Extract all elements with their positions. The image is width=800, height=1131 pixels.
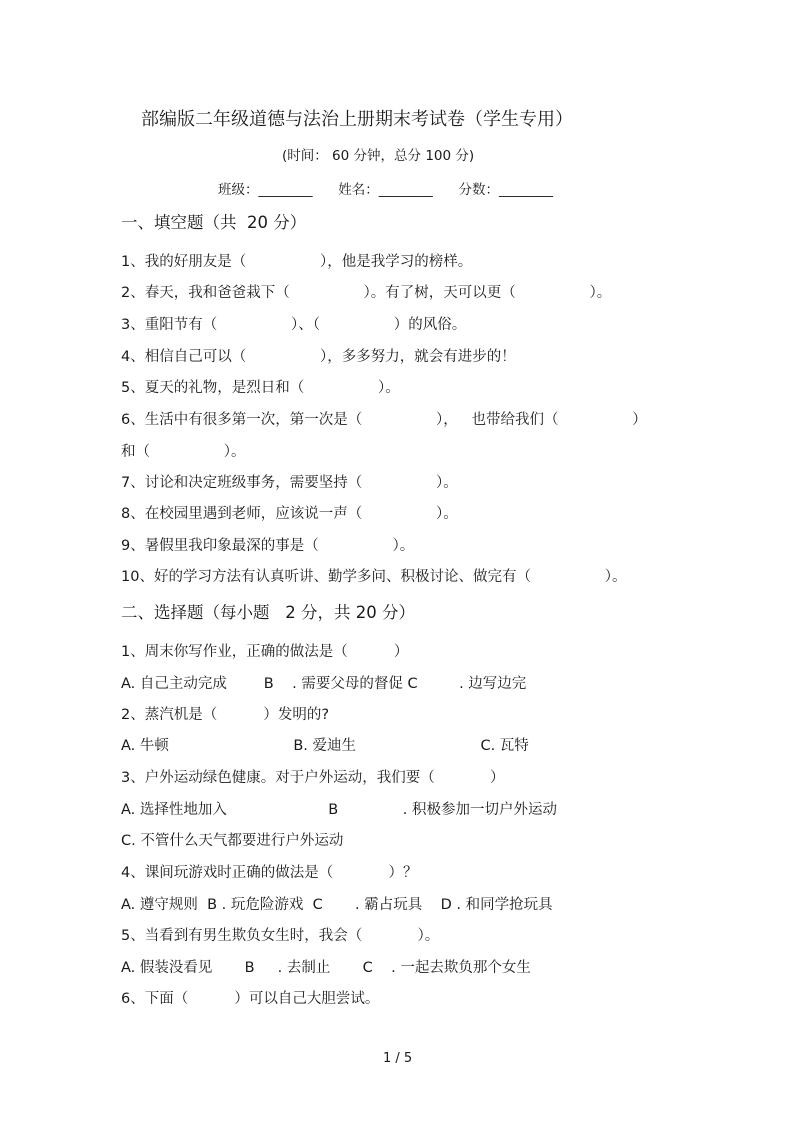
question-line: 4、相信自己可以（ ），多多努力，就会有进步的！ <box>121 349 516 365</box>
question-line: 3、重阳节有（ ）、（ ）的风俗。 <box>121 317 467 333</box>
question-line: 7、讨论和决定班级事务，需要坚持（ ）。 <box>121 475 458 491</box>
question-line: 1、周末你写作业，正确的做法是（ ） <box>121 644 409 660</box>
question-line: 10、好的学习方法有认真听讲、勤学多问、积极讨论、做完有（ ）。 <box>121 569 627 585</box>
question-line: 2、蒸汽机是（ ）发明的? <box>121 707 330 723</box>
question-line: 和（ ）。 <box>121 444 246 460</box>
question-line: 5、夏天的礼物，是烈日和（ ）。 <box>121 380 400 396</box>
section-heading-multiple-choice: 二、选择题（每小题 2 分，共 20 分） <box>121 603 415 622</box>
options-line: A. 遵守规则 B . 玩危险游戏 C . 霸占玩具 D . 和同学抢玩具 <box>121 897 553 913</box>
options-line: A. 自己主动完成 B . 需要父母的督促 C . 边写边完 <box>121 676 527 692</box>
section-heading-fill-blank: 一、填空题（共 20 分） <box>121 213 307 232</box>
question-line: 1、我的好朋友是（ ），他是我学习的榜样。 <box>121 254 473 270</box>
exam-subtitle: (时间： 60 分钟，总分 100 分) <box>282 148 475 164</box>
question-line: 4、课间玩游戏时正确的做法是（ ）？ <box>121 865 418 881</box>
options-line: A. 假装没看见 B . 去制止 C . 一起去欺负那个女生 <box>121 960 531 976</box>
question-line: 8、在校园里遇到老师，应该说一声（ ）。 <box>121 506 458 522</box>
question-line: 3、户外运动绿色健康。对于户外运动，我们要（ ） <box>121 770 505 786</box>
question-line: 6、生活中有很多第一次，第一次是（ ）， 也带给我们（ ） <box>121 412 647 428</box>
question-line: 6、下面（ ）可以自己大胆尝试。 <box>121 991 380 1007</box>
page-number: 1 / 5 <box>383 1051 413 1066</box>
options-line: C. 不管什么天气都要进行户外运动 <box>121 833 344 849</box>
question-line: 5、当看到有男生欺负女生时，我会（ ）。 <box>121 928 440 944</box>
question-line: 2、春天，我和爸爸栽下（ ）。有了树，天可以更（ ）。 <box>121 285 612 301</box>
page-title: 部编版二年级道德与法治上册期末考试卷（学生专用） <box>141 109 573 130</box>
options-line: A. 选择性地加入 B . 积极参加一切户外运动 <box>121 802 557 818</box>
options-line: A. 牛顿 B. 爱迪生 C. 瓦特 <box>121 738 529 754</box>
student-info-line: 班级：________ 姓名：________ 分数：________ <box>218 182 553 198</box>
question-line: 9、暑假里我印象最深的事是（ ）。 <box>121 538 415 554</box>
